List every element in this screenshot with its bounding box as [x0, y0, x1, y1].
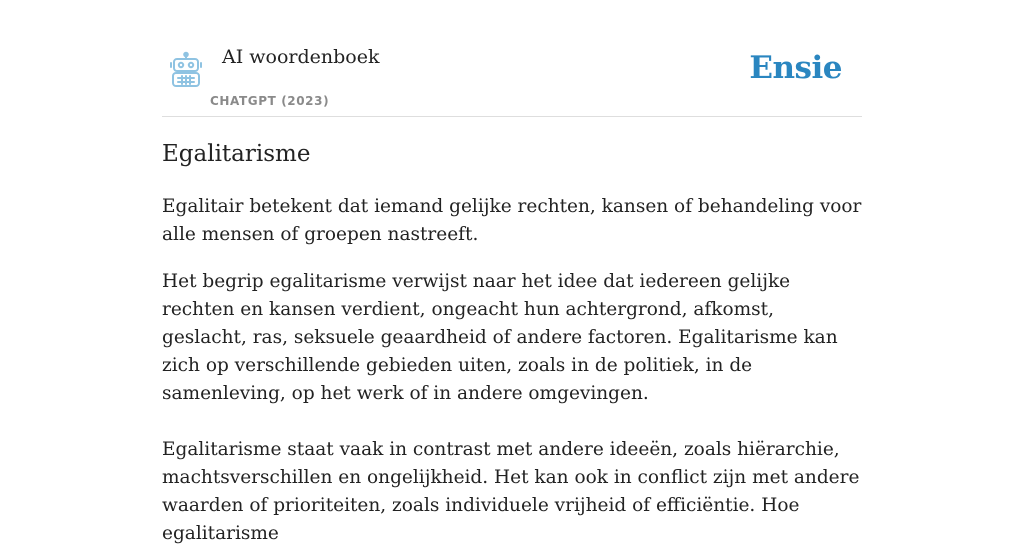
source-header	[162, 0, 862, 117]
entry-paragraph: Egalitair betekent dat iemand gelijke rechten, kansen of behandeling voor alle mensen of groepen nastreeft.	[162, 196, 862, 245]
entry-paragraph: Het begrip egalitarisme verwijst naar het idee dat iedereen gelijke rechten en kansen verdient, ongeacht hun achtergrond, afkomst, geslacht, ras, seksuele geaardheid of andere factoren. Egalitarisme kan zich op verschillende gebieden uiten, zoals in de politiek, in de samenleving, op het werk of in andere omgevingen.	[162, 271, 838, 404]
brand-logo[interactable]: Ensie	[749, 50, 842, 86]
entry-term: Egalitarisme	[162, 141, 311, 167]
entry-paragraph: Egalitarisme staat vaak in contrast met andere ideeën, zoals hiërarchie, machtsverschillen en ongelijkheid. Het kan ook in conflict zijn met andere waarden of prioriteiten, zoals individuele vrijheid of efficiëntie. Hoe egalitarisme	[162, 439, 860, 544]
entry-content	[162, 138, 862, 548]
robot-icon	[166, 52, 206, 90]
source-title[interactable]: AI woordenboek	[222, 46, 380, 68]
source-subtitle: CHATGPT (2023)	[210, 94, 330, 108]
